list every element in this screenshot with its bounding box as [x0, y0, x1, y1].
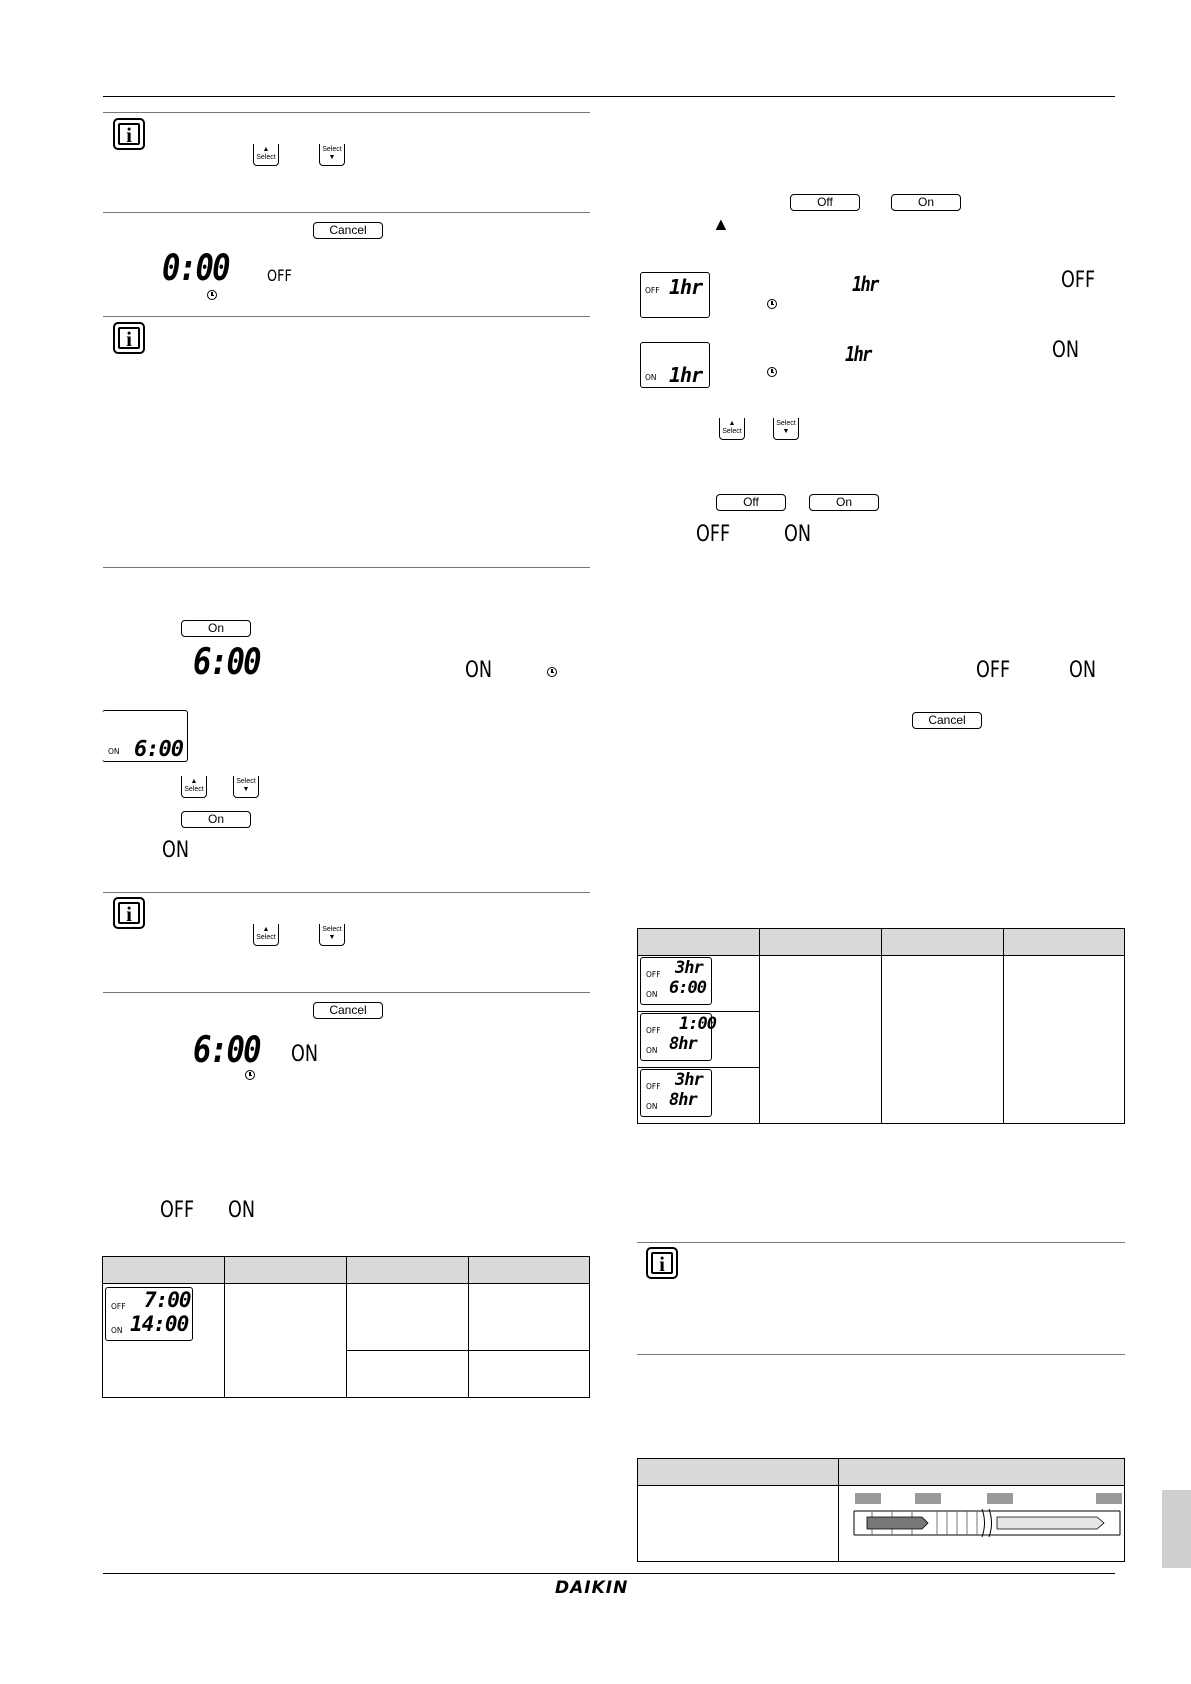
on-indicator: ON — [162, 838, 190, 863]
lcd-panel-on-one-hr: ON 1hr — [640, 342, 710, 388]
select-up-key: ▲ Select — [181, 776, 207, 798]
cancel-button: Cancel — [912, 712, 982, 729]
off-indicator: OFF — [267, 266, 292, 285]
lcd-panel-off7-on14: OFF ON 7:00 14:00 — [105, 1287, 193, 1341]
on-button: On — [809, 494, 879, 511]
info-icon: i — [646, 1247, 678, 1279]
on-indicator: ON — [228, 1198, 256, 1223]
section-rule — [103, 992, 590, 993]
off-button: Off — [790, 194, 860, 211]
section-rule — [103, 316, 590, 317]
table-row-divider — [638, 1011, 759, 1012]
clock-icon — [767, 299, 777, 309]
lcd-panel-off-one-hr: OFF 1hr — [640, 272, 710, 318]
section-rule — [103, 892, 590, 893]
off-indicator: OFF — [976, 658, 1011, 683]
time-display: 0:00 — [162, 248, 229, 289]
lcd-panel-r2: OFF ON 1:00 8hr — [640, 1013, 712, 1061]
table-divider — [468, 1257, 469, 1397]
table-divider — [346, 1257, 347, 1397]
lcd-panel-r1: OFF ON 3hr 6:00 — [640, 957, 712, 1005]
time-display: 1hr — [845, 342, 871, 366]
select-down-key: Select ▼ — [773, 418, 799, 440]
info-icon: i — [113, 118, 145, 150]
select-up-key: ▲ Select — [719, 418, 745, 440]
select-down-key: Select ▼ — [233, 776, 259, 798]
section-rule — [103, 112, 590, 113]
table-divider — [1003, 929, 1004, 1123]
table-row-divider — [346, 1350, 590, 1351]
select-up-key: ▲ Select — [253, 924, 279, 946]
time-display: 6:00 — [193, 1030, 260, 1071]
section-rule — [637, 1354, 1125, 1355]
info-icon: i — [113, 897, 145, 929]
on-indicator: ON — [1052, 338, 1080, 363]
info-icon: i — [113, 322, 145, 354]
table-row-divider — [638, 1067, 759, 1068]
on-indicator: ON — [784, 522, 812, 547]
header-rule — [103, 96, 1115, 97]
on-button: On — [891, 194, 961, 211]
on-button: On — [181, 620, 251, 637]
cancel-button: Cancel — [313, 1002, 383, 1019]
clock-icon — [245, 1070, 255, 1080]
table-divider — [759, 929, 760, 1123]
off-indicator: OFF — [160, 1198, 195, 1223]
off-indicator: OFF — [696, 522, 731, 547]
on-button: On — [181, 811, 251, 828]
time-display: 6:00 — [193, 642, 260, 683]
off-indicator: OFF — [1061, 268, 1096, 293]
select-down-key: Select ▼ — [319, 144, 345, 166]
clock-icon — [547, 667, 557, 677]
timeline-diagram — [842, 1489, 1122, 1549]
triangle-up-icon: ▲ — [712, 214, 730, 234]
table-divider — [224, 1257, 225, 1397]
table-divider — [838, 1459, 839, 1561]
on-indicator: ON — [465, 658, 493, 683]
section-rule — [103, 212, 590, 213]
example-table-right — [637, 928, 1125, 1124]
timeline-table — [637, 1458, 1125, 1562]
on-indicator: ON — [291, 1042, 319, 1067]
table-header — [638, 1459, 1124, 1486]
lcd-panel-r3: OFF ON 3hr 8hr — [640, 1069, 712, 1117]
select-down-key: Select ▼ — [319, 924, 345, 946]
side-tab — [1162, 1490, 1191, 1568]
select-up-key: ▲ Select — [253, 144, 279, 166]
table-divider — [881, 929, 882, 1123]
brand-logo: DAIKIN — [555, 1578, 629, 1598]
clock-icon — [207, 290, 217, 300]
on-indicator: ON — [1069, 658, 1097, 683]
section-rule — [637, 1242, 1125, 1243]
section-rule — [103, 567, 590, 568]
footer-rule — [103, 1573, 1115, 1574]
example-table-left — [102, 1256, 590, 1398]
lcd-panel-on-six: ON 6:00 — [102, 710, 188, 762]
off-button: Off — [716, 494, 786, 511]
clock-icon — [767, 367, 777, 377]
time-display: 1hr — [852, 272, 878, 296]
cancel-button: Cancel — [313, 222, 383, 239]
